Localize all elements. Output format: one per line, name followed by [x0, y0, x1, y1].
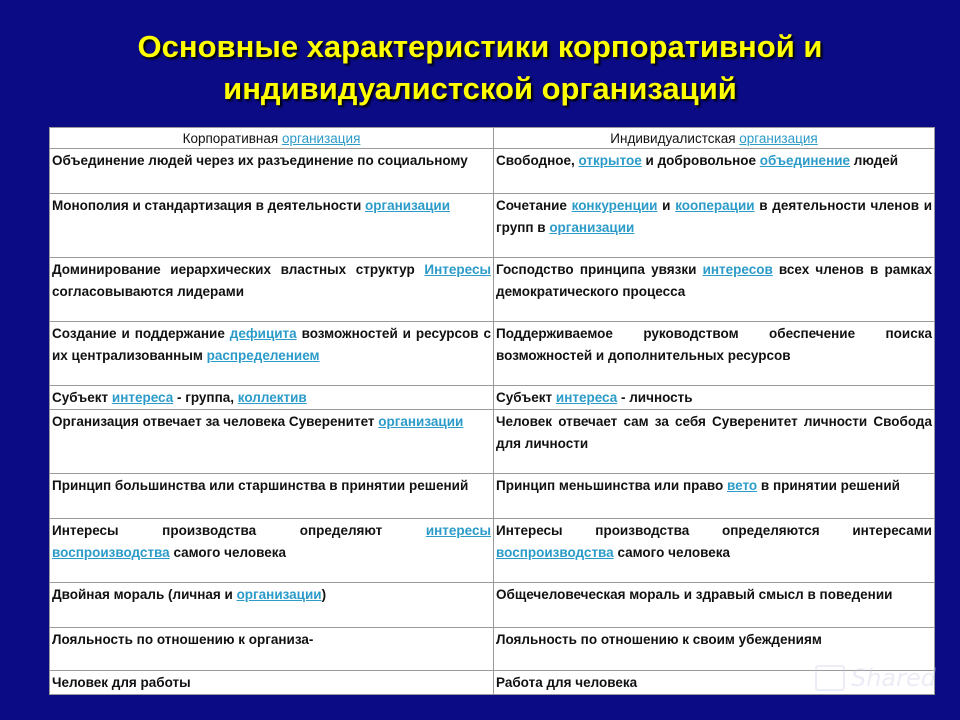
- cell-text: ): [321, 587, 327, 602]
- table-header-row: [50, 128, 935, 149]
- corporate-cell: [50, 628, 494, 671]
- hyperlink[interactable]: Интересы: [424, 262, 491, 277]
- hyperlink[interactable]: открытое: [578, 153, 642, 168]
- individualist-cell: [494, 386, 935, 410]
- watermark-text: Shared: [850, 664, 936, 692]
- cell-text: - группа,: [173, 390, 238, 405]
- hyperlink[interactable]: вето: [727, 478, 758, 493]
- cell-text: Общечеловеческая мораль и здравый смысл в поведении: [496, 587, 893, 602]
- hyperlink[interactable]: интереса: [555, 390, 618, 405]
- cell-text: Принцип меньшинства или право: [496, 478, 728, 493]
- individualist-cell: [494, 149, 935, 194]
- cell-text: самого человека: [169, 545, 286, 560]
- table-row: [50, 519, 935, 583]
- table-row: [50, 149, 935, 194]
- individualist-cell: [494, 258, 935, 322]
- cell-text: Свободное,: [496, 153, 579, 168]
- table-row: [50, 410, 935, 474]
- cell-text: Человек для работы: [52, 675, 191, 690]
- cell-text: Объединение людей через их разъединение по социальному: [52, 153, 468, 168]
- table-row: [50, 671, 935, 695]
- cell-text: Человек отвечает сам за себя Суверенитет личности Свобода для личности: [496, 414, 932, 451]
- hyperlink[interactable]: воспроизводства: [52, 545, 170, 560]
- cell-text: Лояльность по отношению к своим убеждениям: [496, 632, 822, 647]
- corporate-cell: [50, 519, 494, 583]
- cell-text: самого человека: [613, 545, 730, 560]
- table-row: [50, 194, 935, 258]
- corporate-cell: [50, 386, 494, 410]
- header-individualist: [494, 128, 935, 149]
- hyperlink[interactable]: коллектив: [237, 390, 307, 405]
- cell-text: Интересы производства определяют: [52, 523, 426, 538]
- table-row: [50, 474, 935, 519]
- cell-text: Субъект: [496, 390, 556, 405]
- hyperlink[interactable]: организации: [549, 220, 635, 235]
- slide-title-line-2: индивидуалистской организаций: [223, 71, 737, 106]
- hyperlink[interactable]: интересов: [702, 262, 773, 277]
- cell-text: Корпоративная: [182, 131, 282, 146]
- hyperlink[interactable]: воспроизводства: [496, 545, 614, 560]
- individualist-cell: [494, 583, 935, 628]
- corporate-cell: [50, 322, 494, 386]
- hyperlink[interactable]: распределением: [206, 348, 320, 363]
- table-body: [50, 149, 935, 695]
- comparison-table: [49, 127, 935, 695]
- hyperlink[interactable]: организации: [236, 587, 322, 602]
- presentation-board-icon: [815, 665, 845, 691]
- hyperlink[interactable]: конкуренции: [571, 198, 658, 213]
- hyperlink[interactable]: организация: [739, 131, 818, 146]
- cell-text: Работа для человека: [496, 675, 638, 690]
- slide-title-line-1: Основные характеристики корпоративной и: [137, 29, 823, 64]
- corporate-cell: [50, 583, 494, 628]
- cell-text: людей: [850, 153, 899, 168]
- table-row: [50, 258, 935, 322]
- cell-text: согласовываются лидерами: [52, 284, 245, 299]
- cell-text: Двойная мораль (личная и: [52, 587, 237, 602]
- hyperlink[interactable]: организация: [281, 131, 361, 146]
- cell-text: и добровольное: [641, 153, 760, 168]
- individualist-cell: [494, 322, 935, 386]
- cell-text: Индивидуалистская: [610, 131, 740, 146]
- cell-text: Поддерживаемое руководством обеспечение поиска возможностей и дополнительных ресурсов: [496, 326, 932, 363]
- cell-text: Организация отвечает за человека Суверенитет: [52, 414, 379, 429]
- table-row: [50, 322, 935, 386]
- hyperlink[interactable]: кооперации: [675, 198, 755, 213]
- cell-text: и: [657, 198, 676, 213]
- cell-text: Принцип большинства или старшинства в принятии решений: [52, 478, 469, 493]
- corporate-cell: [50, 194, 494, 258]
- individualist-cell: [494, 410, 935, 474]
- slide-title: [0, 26, 960, 110]
- cell-text: всех членов в рамках демократического процесса: [496, 262, 933, 299]
- header-corporate: [50, 128, 494, 149]
- corporate-cell: [50, 410, 494, 474]
- table-row: [50, 628, 935, 671]
- cell-text: Создание и поддержание: [52, 326, 230, 341]
- corporate-cell: [50, 474, 494, 519]
- hyperlink[interactable]: дефицита: [229, 326, 297, 341]
- cell-text: в деятельности членов и групп в: [496, 198, 932, 235]
- cell-text: Доминирование иерархических властных структур: [52, 262, 425, 277]
- cell-text: Интересы производства определяются интересами: [496, 523, 932, 538]
- hyperlink[interactable]: организации: [378, 414, 464, 429]
- table-row: [50, 583, 935, 628]
- hyperlink[interactable]: объединение: [759, 153, 851, 168]
- hyperlink[interactable]: организации: [365, 198, 451, 213]
- hyperlink[interactable]: интересы: [425, 523, 491, 538]
- cell-text: в принятии решений: [757, 478, 900, 493]
- hyperlink[interactable]: интереса: [111, 390, 174, 405]
- individualist-cell: [494, 519, 935, 583]
- cell-text: Сочетание: [496, 198, 572, 213]
- cell-text: Субъект: [52, 390, 112, 405]
- cell-text: Монополия и стандартизация в деятельности: [52, 198, 366, 213]
- cell-text: Господство принципа увязки: [496, 262, 703, 277]
- corporate-cell: [50, 671, 494, 695]
- cell-text: Лояльность по отношению к организа-: [52, 632, 314, 647]
- individualist-cell: [494, 194, 935, 258]
- individualist-cell: [494, 474, 935, 519]
- cell-text: - личность: [617, 390, 693, 405]
- corporate-cell: [50, 149, 494, 194]
- table-row: [50, 386, 935, 410]
- cell-text: возможностей и ресурсов с их централизованным: [52, 326, 492, 363]
- corporate-cell: [50, 258, 494, 322]
- watermark: [815, 664, 936, 692]
